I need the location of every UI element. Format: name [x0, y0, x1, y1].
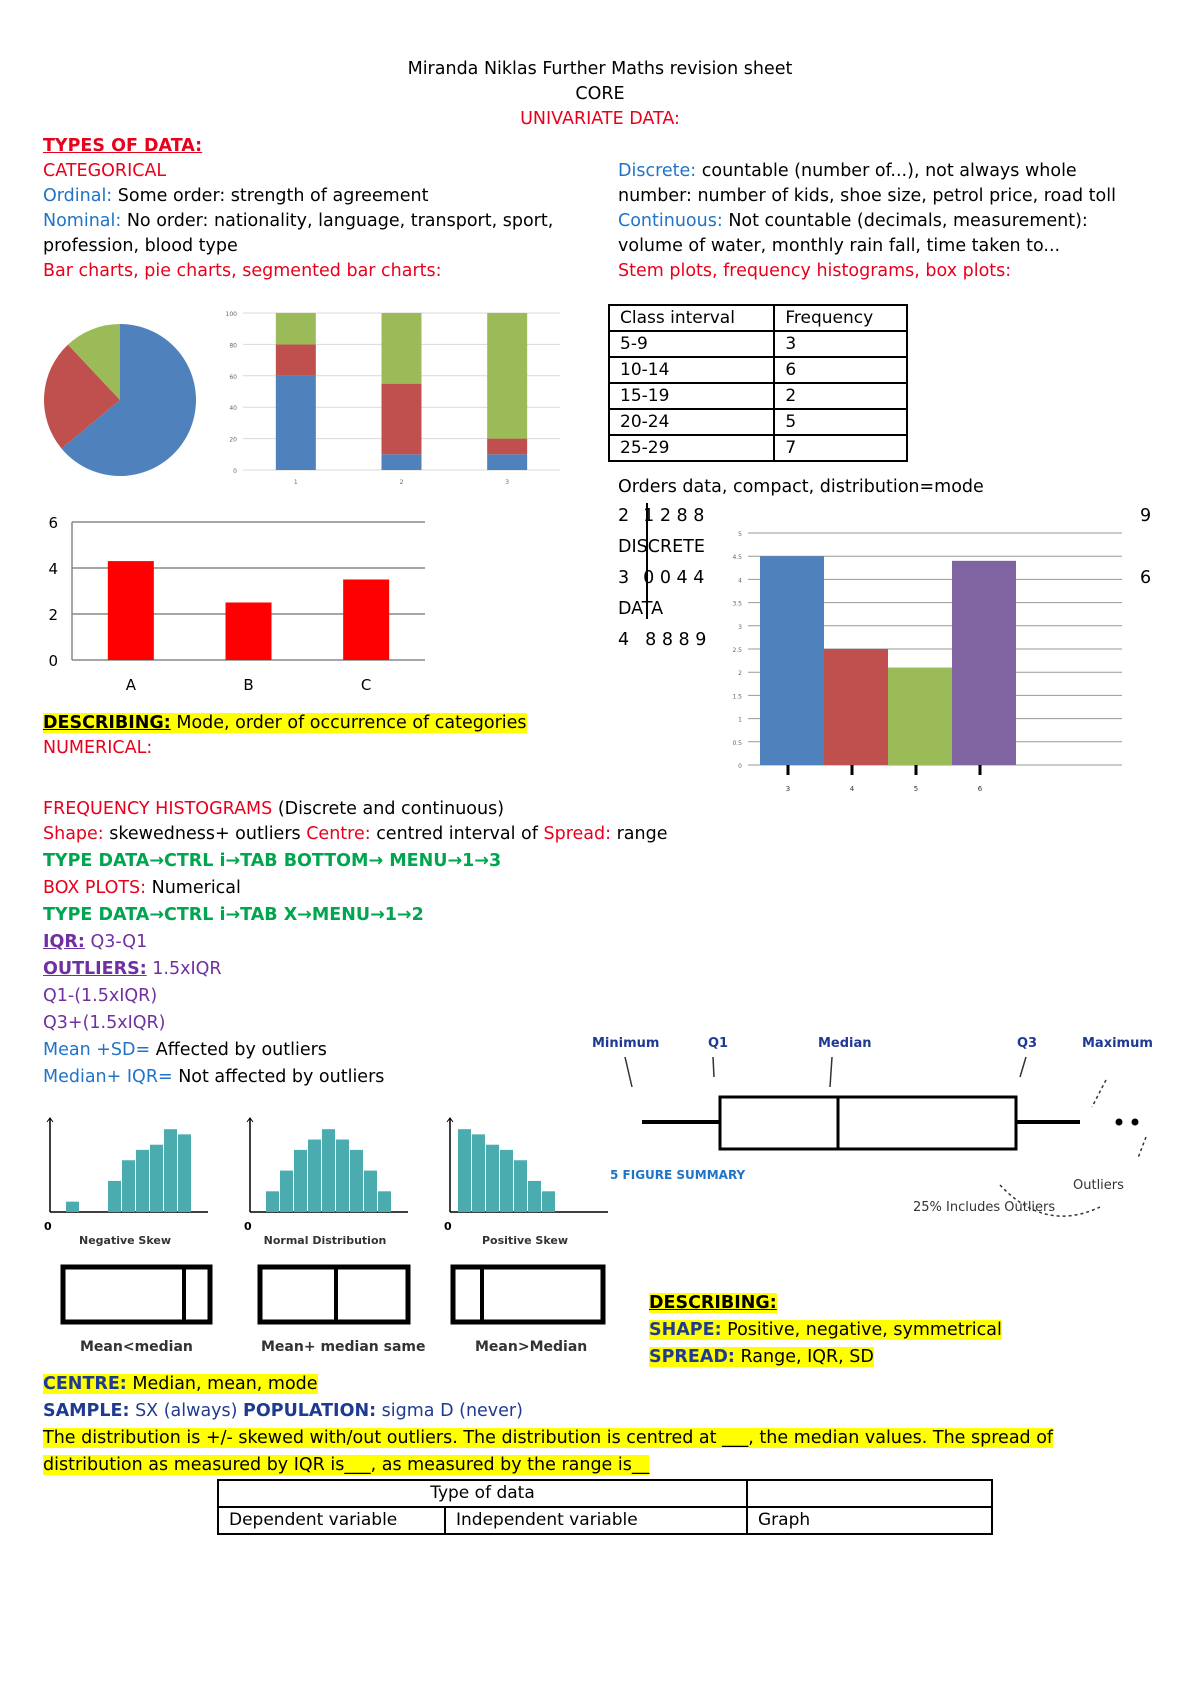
iqr-line [43, 929, 147, 956]
bar-C [343, 580, 389, 661]
median-label: Median+ IQR= [43, 1067, 173, 1087]
label-q1: Q1 [708, 1036, 729, 1051]
box-label-normal: Mean+ median same [261, 1339, 426, 1355]
histograms-tail: (Discrete and continuous) [272, 799, 505, 819]
box-plot-diagram [580, 1025, 1200, 1235]
core-heading: CORE [575, 84, 625, 104]
shape-label-2: SHAPE: [649, 1320, 722, 1340]
shape-line [649, 1317, 1002, 1344]
nominal-line [43, 208, 553, 235]
histogram-title: Negative Skew [78, 1234, 172, 1247]
table-cell: 25-29 [609, 435, 774, 461]
median-text: Not affected by outliers [172, 1067, 385, 1087]
leaf-values: 8 8 8 9 [645, 630, 707, 650]
y-tick-label: 2 [48, 606, 58, 624]
bar-B [226, 603, 272, 661]
y-tick-label: 40 [229, 405, 237, 413]
stacked-bar-segment [382, 384, 422, 455]
describing-categorical [43, 710, 527, 737]
y-tick-label: 0.5 [732, 739, 742, 747]
histogram-bar-5 [888, 668, 952, 765]
boxplots-tail: Numerical [146, 878, 241, 898]
nominal-text: No order: nationality, language, transport, sport, [121, 211, 554, 231]
frequency-table-header [609, 305, 907, 331]
origin-label: 0 [444, 1220, 452, 1233]
centre-text: centred interval of [370, 824, 544, 844]
sample-label: SAMPLE: [43, 1401, 130, 1421]
continuous-text: Not countable (decimals, measurement): [722, 211, 1088, 231]
frequency-table [608, 304, 908, 462]
histogram-bar-4 [824, 649, 888, 765]
histogram-bar [294, 1150, 307, 1212]
sample-population-line [43, 1398, 523, 1425]
x-tick-label: 3 [785, 785, 791, 793]
type-of-data-cell: Type of data [218, 1480, 747, 1507]
pointer-q1 [713, 1057, 714, 1077]
boxplots-label: BOX PLOTS: [43, 878, 147, 898]
table-cell: 7 [774, 435, 907, 461]
y-tick-label: 3 [738, 623, 742, 631]
outlier-dot [1132, 1119, 1139, 1126]
stem-row-2 [618, 565, 704, 592]
box-negative [63, 1267, 210, 1322]
histogram-bar [472, 1134, 485, 1212]
y-tick-label: 4.5 [732, 554, 742, 562]
empty-cell [747, 1480, 992, 1507]
red-bar-chart [40, 510, 430, 695]
dependent-variable-cell: Dependent variable [218, 1507, 445, 1534]
x-tick-label: 3 [505, 479, 510, 485]
describing-label-2: DESCRIBING: [649, 1293, 777, 1313]
y-tick-label: 2.5 [732, 647, 742, 654]
histogram-bar [514, 1160, 527, 1212]
histogram-bar [178, 1134, 191, 1212]
positive-skew-histogram [440, 1110, 610, 1250]
label-includes-outliers: 25% Includes Outliers [913, 1200, 1056, 1215]
stem-right-2: 6 [1140, 568, 1152, 588]
shape-text-2: Positive, negative, symmetrical [721, 1320, 1002, 1340]
centre-line [43, 1371, 318, 1398]
origin-label: 0 [244, 1220, 252, 1233]
lower-fence: Q1-(1.5xIQR) [43, 986, 158, 1006]
shape-text: skewedness+ outliers [103, 824, 307, 844]
histogram-bar [336, 1140, 349, 1212]
pointer-maximum [1092, 1080, 1106, 1107]
table-row [609, 331, 907, 357]
nominal-label: Nominal: [43, 211, 122, 231]
population-text: sigma D (never) [376, 1401, 523, 1421]
outlier-dot [1116, 1119, 1123, 1126]
pointer-q3 [1020, 1057, 1026, 1077]
histogram-bar [458, 1129, 471, 1212]
discrete-word: DISCRETE [618, 537, 705, 557]
label-outliers: Outliers [1073, 1178, 1124, 1193]
table-cell: 20-24 [609, 409, 774, 435]
median-iqr-line [43, 1064, 384, 1091]
shape-label: Shape: [43, 824, 104, 844]
ordinal-line [43, 183, 428, 210]
label-median: Median [818, 1036, 872, 1051]
label-q3: Q3 [1017, 1036, 1038, 1051]
spread-line [649, 1344, 874, 1371]
stem-row-3 [618, 627, 706, 654]
y-tick-label: 20 [229, 436, 237, 444]
sample-text: SX (always) [129, 1401, 244, 1421]
stacked-bar-segment [487, 439, 527, 455]
summary-text-1: The distribution is +/- skewed with/out outliers. The distribution is centred at ___, the median values. The spread of [43, 1428, 1054, 1448]
histogram-bar [164, 1129, 177, 1212]
spread-text: range [611, 824, 668, 844]
stem-right-1: 9 [1140, 506, 1152, 526]
y-tick-label: 0 [738, 763, 742, 770]
stem-value: 2 [618, 506, 630, 526]
histograms-label: FREQUENCY HISTOGRAMS [43, 799, 273, 819]
data-word: DATA [618, 599, 664, 619]
pointer-outliers [1138, 1137, 1146, 1158]
y-tick-label: 4 [738, 577, 742, 585]
histograms-heading [43, 796, 504, 823]
origin-label: 0 [44, 1220, 52, 1233]
y-tick-label: 80 [229, 342, 237, 350]
histogram-bar [108, 1181, 121, 1212]
table-cell: 6 [774, 357, 907, 383]
y-tick-label: 100 [225, 311, 237, 318]
histogram-bar [150, 1145, 163, 1212]
stem-note: Orders data, compact, distribution=mode [618, 477, 984, 497]
pie-chart [40, 315, 220, 485]
mean-sd-line [43, 1037, 327, 1064]
stacked-bar-segment [487, 313, 527, 439]
stacked-bar-chart [225, 305, 570, 485]
shape-centre-spread [43, 821, 667, 848]
discrete-text: countable (number of...), not always whole [696, 161, 1077, 181]
pointer-minimum [625, 1057, 632, 1087]
centre-label-2: CENTRE: [43, 1374, 127, 1394]
box [720, 1097, 1016, 1149]
table-cell: 10-14 [609, 357, 774, 383]
stem-value: 4 [618, 630, 630, 650]
describing-heading-2 [649, 1290, 777, 1317]
outliers-label: OUTLIERS: [43, 959, 147, 979]
box-positive [453, 1267, 603, 1322]
continuous-line [618, 208, 1088, 235]
five-figure-summary: 5 FIGURE SUMMARY [610, 1168, 746, 1182]
y-tick-label: 2 [738, 670, 742, 678]
x-tick-label: C [360, 676, 372, 694]
continuous-label: Continuous: [618, 211, 723, 231]
y-tick-label: 5 [738, 531, 742, 538]
histogram-bar [308, 1140, 321, 1212]
mean-label: Mean +SD= [43, 1040, 151, 1060]
histogram-bar [322, 1129, 335, 1212]
histogram-bar [500, 1150, 513, 1212]
skew-box-plots [55, 1262, 615, 1367]
x-tick-label: 4 [849, 785, 855, 793]
ordinal-text: Some order: strength of agreement [112, 186, 429, 206]
spread-label: Spread: [543, 824, 612, 844]
nominal-text-2: profession, blood type [43, 236, 238, 256]
table-row [609, 409, 907, 435]
stacked-bar-segment [276, 344, 316, 375]
stacked-bar-segment [382, 313, 422, 384]
calculator-steps-histogram: TYPE DATA→CTRL i→TAB BOTTOM→ MENU→1→3 [43, 851, 502, 871]
calculator-steps-boxplot: TYPE DATA→CTRL i→TAB X→MENU→1→2 [43, 905, 424, 925]
y-tick-label: 0 [233, 468, 237, 475]
numerical-heading: NUMERICAL: [43, 738, 153, 758]
categorical-heading: CATEGORICAL [43, 161, 167, 181]
discrete-line [618, 158, 1077, 185]
stacked-bar-segment [382, 454, 422, 470]
mean-text: Affected by outliers [150, 1040, 327, 1060]
graph-cell: Graph [747, 1507, 992, 1534]
table-cell: 15-19 [609, 383, 774, 409]
boxplots-heading [43, 875, 241, 902]
iqr-text: Q3-Q1 [84, 932, 148, 952]
centre-text-2: Median, mean, mode [126, 1374, 318, 1394]
ordinal-label: Ordinal: [43, 186, 113, 206]
univariate-heading: UNIVARIATE DATA: [520, 109, 680, 129]
page-title: Miranda Niklas Further Maths revision sheet [407, 59, 793, 79]
histogram-bar [542, 1191, 555, 1212]
label-minimum: Minimum [592, 1036, 660, 1051]
table-cell: 2 [774, 383, 907, 409]
histogram-bar [122, 1160, 135, 1212]
y-tick-label: 1.5 [732, 693, 742, 701]
discrete-label: Discrete: [618, 161, 697, 181]
histogram-bar [136, 1150, 149, 1212]
histogram-bar [486, 1145, 499, 1212]
describing-text: Mode, order of occurrence of categories [170, 713, 527, 733]
histogram-bar [528, 1181, 541, 1212]
outliers-line [43, 956, 222, 983]
table-row [609, 357, 907, 383]
summary-text-2: distribution as measured by IQR is___, as measured by the range is__ [43, 1455, 650, 1475]
histogram-bar [266, 1191, 279, 1212]
table-cell: 3 [774, 331, 907, 357]
stem-row-1 [618, 503, 704, 530]
centre-label: Centre: [306, 824, 371, 844]
table-row [609, 435, 907, 461]
histogram-bar [66, 1202, 79, 1212]
discrete-text-2: number: number of kids, shoe size, petrol price, road toll [618, 186, 1116, 206]
continuous-text-2: volume of water, monthly rain fall, time taken to... [618, 236, 1061, 256]
histogram-title: Normal Distribution [263, 1234, 387, 1247]
data-type-table [217, 1479, 993, 1535]
stacked-bar-segment [276, 376, 316, 470]
y-tick-label: 3.5 [732, 600, 742, 608]
x-tick-label: 2 [399, 479, 404, 485]
colour-histogram [730, 525, 1130, 800]
x-tick-label: 5 [913, 785, 919, 793]
population-label: POPULATION: [243, 1401, 377, 1421]
y-tick-label: 0 [48, 652, 58, 670]
histogram-title: Positive Skew [482, 1234, 568, 1247]
leaf-values: 1 2 8 8 [643, 506, 705, 526]
y-tick-label: 60 [229, 373, 237, 381]
stacked-bar-segment [487, 454, 527, 470]
numerical-graphs: Stem plots, frequency histograms, box plots: [618, 261, 1012, 281]
x-tick-label: 6 [977, 785, 983, 793]
histogram-bar-6 [952, 561, 1016, 765]
histogram-bar [350, 1150, 363, 1212]
table-cell: 5-9 [609, 331, 774, 357]
iqr-label: IQR: [43, 932, 85, 952]
negative-skew-histogram [40, 1110, 220, 1250]
header-class-interval: Class interval [609, 305, 774, 331]
leaf-values: 0 0 4 4 [643, 568, 705, 588]
spread-text-2: Range, IQR, SD [734, 1347, 874, 1367]
x-tick-label: A [125, 676, 136, 694]
table-row [218, 1480, 992, 1507]
table-cell: 5 [774, 409, 907, 435]
y-tick-label: 1 [738, 716, 742, 724]
label-maximum: Maximum [1082, 1036, 1153, 1051]
table-row [218, 1507, 992, 1534]
types-heading: TYPES OF DATA: [43, 136, 203, 156]
normal-distribution-histogram [240, 1110, 420, 1250]
spread-label-2: SPREAD: [649, 1347, 735, 1367]
histogram-bar [378, 1191, 391, 1212]
stem-value: 3 [618, 568, 630, 588]
outliers-text: 1.5xIQR [146, 959, 222, 979]
x-tick-label: 1 [293, 479, 298, 485]
box-label-positive: Mean>Median [475, 1339, 588, 1355]
histogram-bar [280, 1171, 293, 1212]
summary-line-1 [43, 1425, 1053, 1452]
independent-variable-cell: Independent variable [445, 1507, 747, 1534]
header-frequency: Frequency [774, 305, 907, 331]
upper-fence: Q3+(1.5xIQR) [43, 1013, 166, 1033]
bar-A [108, 561, 154, 660]
stacked-bar-segment [276, 313, 316, 344]
y-tick-label: 4 [48, 560, 58, 578]
categorical-graphs: Bar charts, pie charts, segmented bar charts: [43, 261, 442, 281]
histogram-bar [364, 1171, 377, 1212]
histogram-bar-3 [760, 556, 824, 765]
table-row [609, 383, 907, 409]
x-tick-label: B [243, 676, 254, 694]
summary-line-2 [43, 1452, 649, 1479]
describing-label: DESCRIBING: [43, 713, 171, 733]
box-label-negative: Mean<median [80, 1339, 193, 1355]
y-tick-label: 6 [48, 514, 58, 532]
pointer-median [830, 1057, 832, 1087]
